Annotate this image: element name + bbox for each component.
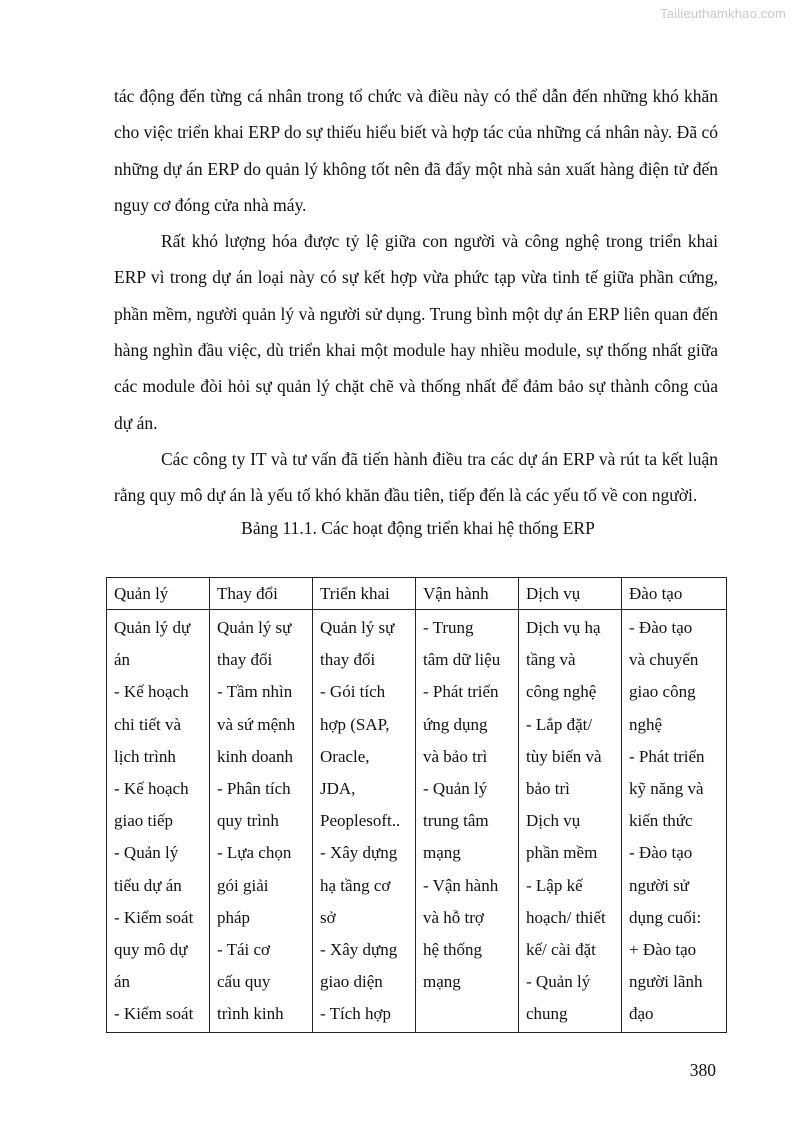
cell-service: Dịch vụ hạ tầng và công nghệ - Lắp đặt/ tùy biến và bảo trì Dịch vụ phần mềm - Lập kế hoạch/ thiết kế/ cài đặt - Quản lý chung: [519, 610, 622, 1033]
header-cell-deployment: Triển khai: [313, 578, 416, 610]
table-header-row: [107, 578, 727, 610]
header-cell-operation: Vận hành: [416, 578, 519, 610]
table-caption: Bảng 11.1. Các hoạt động triển khai hệ thống ERP: [241, 517, 595, 538]
header-cell-training: Đào tạo: [622, 578, 727, 610]
paragraph-1: tác động đến từng cá nhân trong tổ chức và điều này có thể dẫn đến những khó khăn cho việc triển khai ERP do sự thiếu hiểu biết và hợp tác của những cá nhân này. Đã có những dự án ERP do quản lý không tốt nên đã đẩy một nhà sản xuất hàng điện tử đến nguy cơ đóng cửa nhà máy.: [114, 86, 718, 215]
header-cell-service: Dịch vụ: [519, 578, 622, 610]
cell-management: Quản lý dự án - Kế hoạch chi tiết và lịch trình - Kế hoạch giao tiếp - Quản lý tiểu dự án - Kiểm soát quy mô dự án - Kiểm soát: [107, 610, 210, 1033]
paragraph-2: Rất khó lượng hóa được tỷ lệ giữa con người và công nghệ trong triển khai ERP vì trong dự án loại này có sự kết hợp vừa phức tạp vừa tinh tế giữa phần cứng, phần mềm, người quản lý và người sử dụng. Trung bình một dự án ERP liên quan đến hàng nghìn đầu việc, dù triển khai một module hay nhiều module, sự thống nhất giữa các module đòi hỏi sự quản lý chặt chẽ và thống nhất để đảm bảo sự thành công của dự án.: [114, 231, 718, 433]
cell-change: Quản lý sự thay đổi - Tầm nhìn và sứ mệnh kinh doanh - Phân tích quy trình - Lựa chọn gói giải pháp - Tái cơ cấu quy trình kinh: [210, 610, 313, 1033]
paragraph-3: Các công ty IT và tư vấn đã tiến hành điều tra các dự án ERP và rút ta kết luận rằng quy mô dự án là yếu tố khó khăn đầu tiên, tiếp đến là các yếu tố về con người.: [114, 448, 718, 506]
cell-training: - Đào tạo và chuyển giao công nghệ - Phát triển kỹ năng và kiến thức - Đào tạo người sử dụng cuối: + Đào tạo người lãnh đạo: [622, 610, 727, 1033]
header-cell-management: Quản lý: [107, 578, 210, 610]
page-body: [114, 78, 718, 540]
cell-deployment: Quản lý sự thay đổi - Gói tích hợp (SAP, Oracle, JDA, Peoplesoft.. - Xây dựng hạ tầng cơ sở - Xây dựng giao diện - Tích hợp: [313, 610, 416, 1033]
watermark: Tailieuthamkhao.com: [660, 6, 786, 21]
cell-operation: - Trung tâm dữ liệu - Phát triển ứng dụng và bảo trì - Quản lý trung tâm mạng - Vận hành và hỗ trợ hệ thống mạng: [416, 610, 519, 1033]
table-row: [107, 610, 727, 1033]
header-cell-change: Thay đổi: [210, 578, 313, 610]
erp-activities-table: [106, 577, 727, 1033]
page-number: 380: [689, 1060, 716, 1080]
